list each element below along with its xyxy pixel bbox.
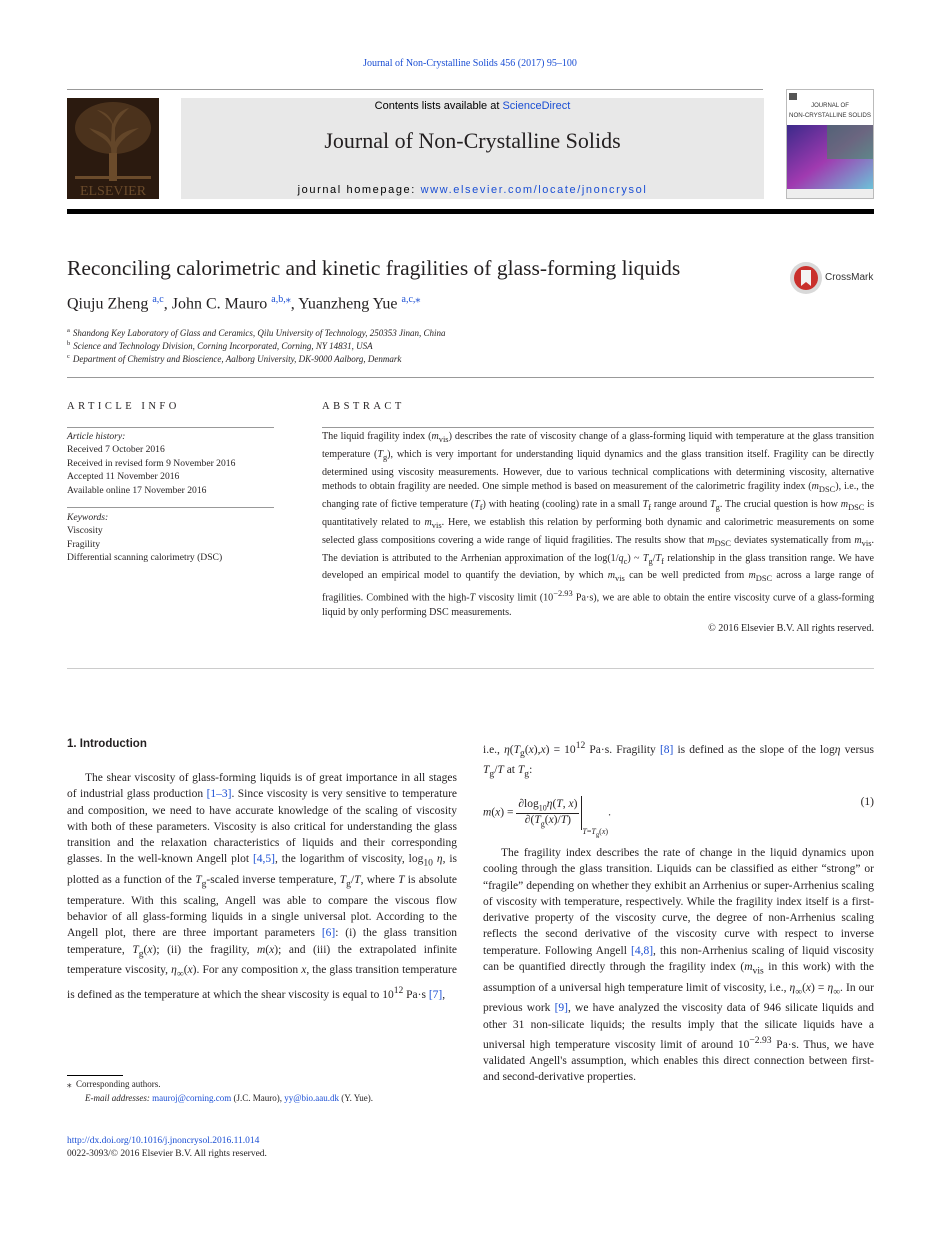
equation-1 (483, 788, 874, 839)
citation-link[interactable]: [1–3] (206, 788, 232, 801)
email-link[interactable]: mauroj@corning.com (152, 1092, 232, 1103)
abstract-divider (67, 668, 874, 669)
citation-link[interactable]: [7] (428, 988, 443, 1001)
intro-paragraph-1-continued: i.e., $\eta(T_g(x),x) = 10^{12}$ Pa·s. Fragility [8] is defined as the slope of the logη versus $T_g/T$ at $T_g$: (483, 740, 874, 780)
affiliation: $^b$ Science and Technology Division, Corning Incorporated, Corning, NY 14831, USA (67, 340, 373, 351)
info-rule (67, 507, 274, 508)
author-affil-link[interactable]: a,b,⁎ (271, 294, 291, 305)
author-affil-link[interactable]: a,c (152, 294, 164, 305)
journal-citation-link[interactable]: Journal of Non-Crystalline Solids 456 (2017) 95–100 (363, 58, 577, 69)
header-divider (67, 89, 763, 90)
info-rule (67, 427, 274, 428)
homepage-link[interactable]: www.elsevier.com/locate/jnoncrysol (420, 184, 648, 196)
author-affil-link[interactable]: a,c,⁎ (401, 294, 421, 305)
contents-line: Contents lists available at ScienceDirect (374, 100, 571, 112)
svg-text:JOURNAL OF: JOURNAL OF (811, 103, 849, 109)
article-title: Reconciling calorimetric and kinetic fragilities of glass-forming liquids (67, 256, 681, 280)
citation-link[interactable]: [4,5] (252, 853, 275, 866)
svg-text:NON-CRYSTALLINE SOLIDS: NON-CRYSTALLINE SOLIDS (789, 112, 871, 119)
equation-body: m(x) = $\frac{\partial\log_{10}\eta(T, x)}{\partial(T_g(x)/T)}$ $_{T=T_g(x)}$. (483, 796, 611, 838)
elsevier-logo (67, 98, 159, 199)
crossmark-badge[interactable] (789, 261, 875, 295)
intro-paragraph-1: The shear viscosity of glass-forming liquids is of great importance in all stages of industrial glass production [1–3]. Since viscosity is very sensitive to temperature and composition, we need to have accurate knowledge of the scaling of viscosity with both of these parameters. Viscosity is also critical for understanding the glass transition and the relaxation characteristics of liquids and their corresponding glasses. In the well-known Angell plot [4,5], the logarithm of viscosity, $\log_{10} \eta$, is plotted as a function of the $T_g$-scaled inverse temperature, $T_g/T$, where T is absolute temperature. With this scaling, Angell was able to compare the viscous flow behavior of all glass-forming liquids in a single universal plot. According to the Angell plot, there are three important parameters [6]: (i) the glass transition temperature, $T_g(x)$; (ii) the fragility, m(x); and (iii) the extrapolated infinite temperature viscosity, $\eta_\infty(x)$. For any composition x, the glass transition temperature is defined as the temperature at which the shear viscosity is equal to $10^{12}$ Pa·s [7], (67, 772, 458, 1001)
doi-link[interactable]: http://dx.doi.org/10.1016/j.jnoncrysol.2016.11.014 (67, 1136, 260, 1146)
email-link[interactable]: yy@bio.aau.dk (284, 1092, 339, 1103)
abstract-text: The liquid fragility index $(m_{vis})$ describes the rate of viscosity change of a glass-forming liquid with temperature at the glass transition temperature $(T_g)$, which is very important for understanding liquid dynamics and the glass transition itself. Fragility can be directly determined using viscosity measurements. However, due to various technical complications with determining viscosity, alternative methods to obtain fragility are needed. One simple method is based on measurement of the calorimetric fragility index $(m_{DSC})$, i.e., the changing rate of fictive temperature $(T_f)$ with heating (cooling) rate in a small $T_f$ range around $T_g$. The crucial question is how $m_{DSC}$ is quantitatively related to $m_{vis}$. Here, we establish this relation by performing both dynamic and calorimetric measurements on some selected glass compositions covering a wide range of liquid fragilities. The results show that $m_{DSC}$ deviates systematically from $m_{vis}$. The deviation is attributed to the Arrhenian approximation of the $\log(1/q_c)$ ~ $T_g/T_f$ relationship in the glass transition range. We have developed an empirical model to quantify the deviation, by which $m_{vis}$ can be well predicted from $m_{DSC}$ across a large range of fragilities. Combined with the high-T viscosity limit ($10^{-2.93}$ Pa·s), we are able to obtain the entire viscosity curve of a glass-forming liquid by only performing DSC measurements. (322, 431, 874, 619)
affiliation: $^a$ Shandong Key Laboratory of Glass and Ceramics, Qilu University of Technology, 250353 Jinan, China (67, 327, 446, 338)
svg-text:ELSEVIER: ELSEVIER (79, 184, 147, 199)
doi-block (67, 1135, 267, 1161)
abstract-rule (322, 427, 874, 428)
crossmark-icon (789, 261, 823, 295)
keyword: Viscosity (67, 525, 103, 537)
sciencedirect-link[interactable]: ScienceDirect (502, 100, 571, 112)
affiliation-divider (67, 377, 874, 378)
author-list: Qiuju Zheng $^{a,c}$, John C. Mauro $^{a,b,⁎}$, Yuanzheng Yue $^{a,c,⁎}$ (67, 294, 421, 313)
citation-link[interactable]: [8] (659, 743, 674, 756)
journal-cover-icon (787, 90, 873, 198)
footnote: ⁎ Corresponding authors. E-mail addresses: mauroj@corning.com (J.C. Mauro), yy@bio.aau.dk (Y. Yue). (67, 1079, 373, 1103)
section-heading-introduction: 1. Introduction (67, 738, 147, 750)
citation-link[interactable]: [9] (554, 1002, 568, 1015)
header-thick-rule (67, 209, 874, 214)
journal-header-box (181, 98, 764, 199)
affiliation: $^c$ Department of Chemistry and Bioscience, Aalborg University, DK-9000 Aalborg, Denmark (67, 353, 402, 364)
author-name: John C. Mauro (171, 295, 268, 313)
article-history: Article history: Received 7 October 2016 Received in revised form 9 November 2016 Accepted 11 November 2016 Available online 17 November 2016 (67, 431, 236, 496)
intro-paragraph-2: The fragility index describes the rate of change in the liquid dynamics upon cooling through the glass transition. Liquids can be classified as either “strong” or “fragile” depending on whether they exhibit an Arrhenius or super-Arrhenius scaling of viscosity with temperature, respectively. While the fragility index itself is a first-derivative property of the viscosity curve, the degree of non-Arrhenius scaling reflects the second derivative of the viscosity curve with respect to inverse temperature. Following Angell [4,8], this non-Arrhenius scaling of liquid viscosity can be quantified directly through the fragility index ($m_{vis}$ in this work) with the assumption of a universal high temperature limit of viscosity, i.e., $\eta_\infty(x) = \eta_\infty$. In our previous work [9], we have analyzed the viscosity data of 946 silicate liquids and other 31 non-silicate liquids; the results imply that the silicate liquids have a universal high temperature viscosity limit of around $10^{-2.93}$ Pa·s. Thus, we have validated Angell's assumption, which enables this direct connection between first- and second-derivative properties. (483, 847, 875, 1084)
abstract-copyright: © 2016 Elsevier B.V. All rights reserved. (708, 623, 874, 634)
journal-cover-image (786, 89, 874, 199)
citation-link[interactable]: [4,8] (631, 944, 654, 957)
article-info-heading: ARTICLE INFO (67, 401, 180, 412)
author-name: Qiuju Zheng (67, 295, 149, 313)
issn-line: 0022-3093/© 2016 Elsevier B.V. All rights reserved. (67, 1149, 267, 1159)
footnote-rule (67, 1075, 123, 1076)
crossmark-label: CrossMark (825, 272, 874, 283)
elsevier-tree-icon (67, 98, 159, 199)
author-name: Yuanzheng Yue (298, 295, 398, 313)
citation-link[interactable]: [6] (321, 927, 336, 940)
keywords: Keywords: Viscosity Fragility Differential scanning calorimetry (DSC) (67, 512, 223, 564)
homepage-line: journal homepage: www.elsevier.com/locate/jnoncrysol (297, 184, 648, 196)
keyword: Fragility (67, 538, 101, 550)
equation-number: (1) (860, 796, 874, 808)
abstract-heading: ABSTRACT (322, 401, 405, 412)
journal-name: Journal of Non-Crystalline Solids (324, 128, 621, 153)
keyword: Differential scanning calorimetry (DSC) (67, 552, 223, 564)
